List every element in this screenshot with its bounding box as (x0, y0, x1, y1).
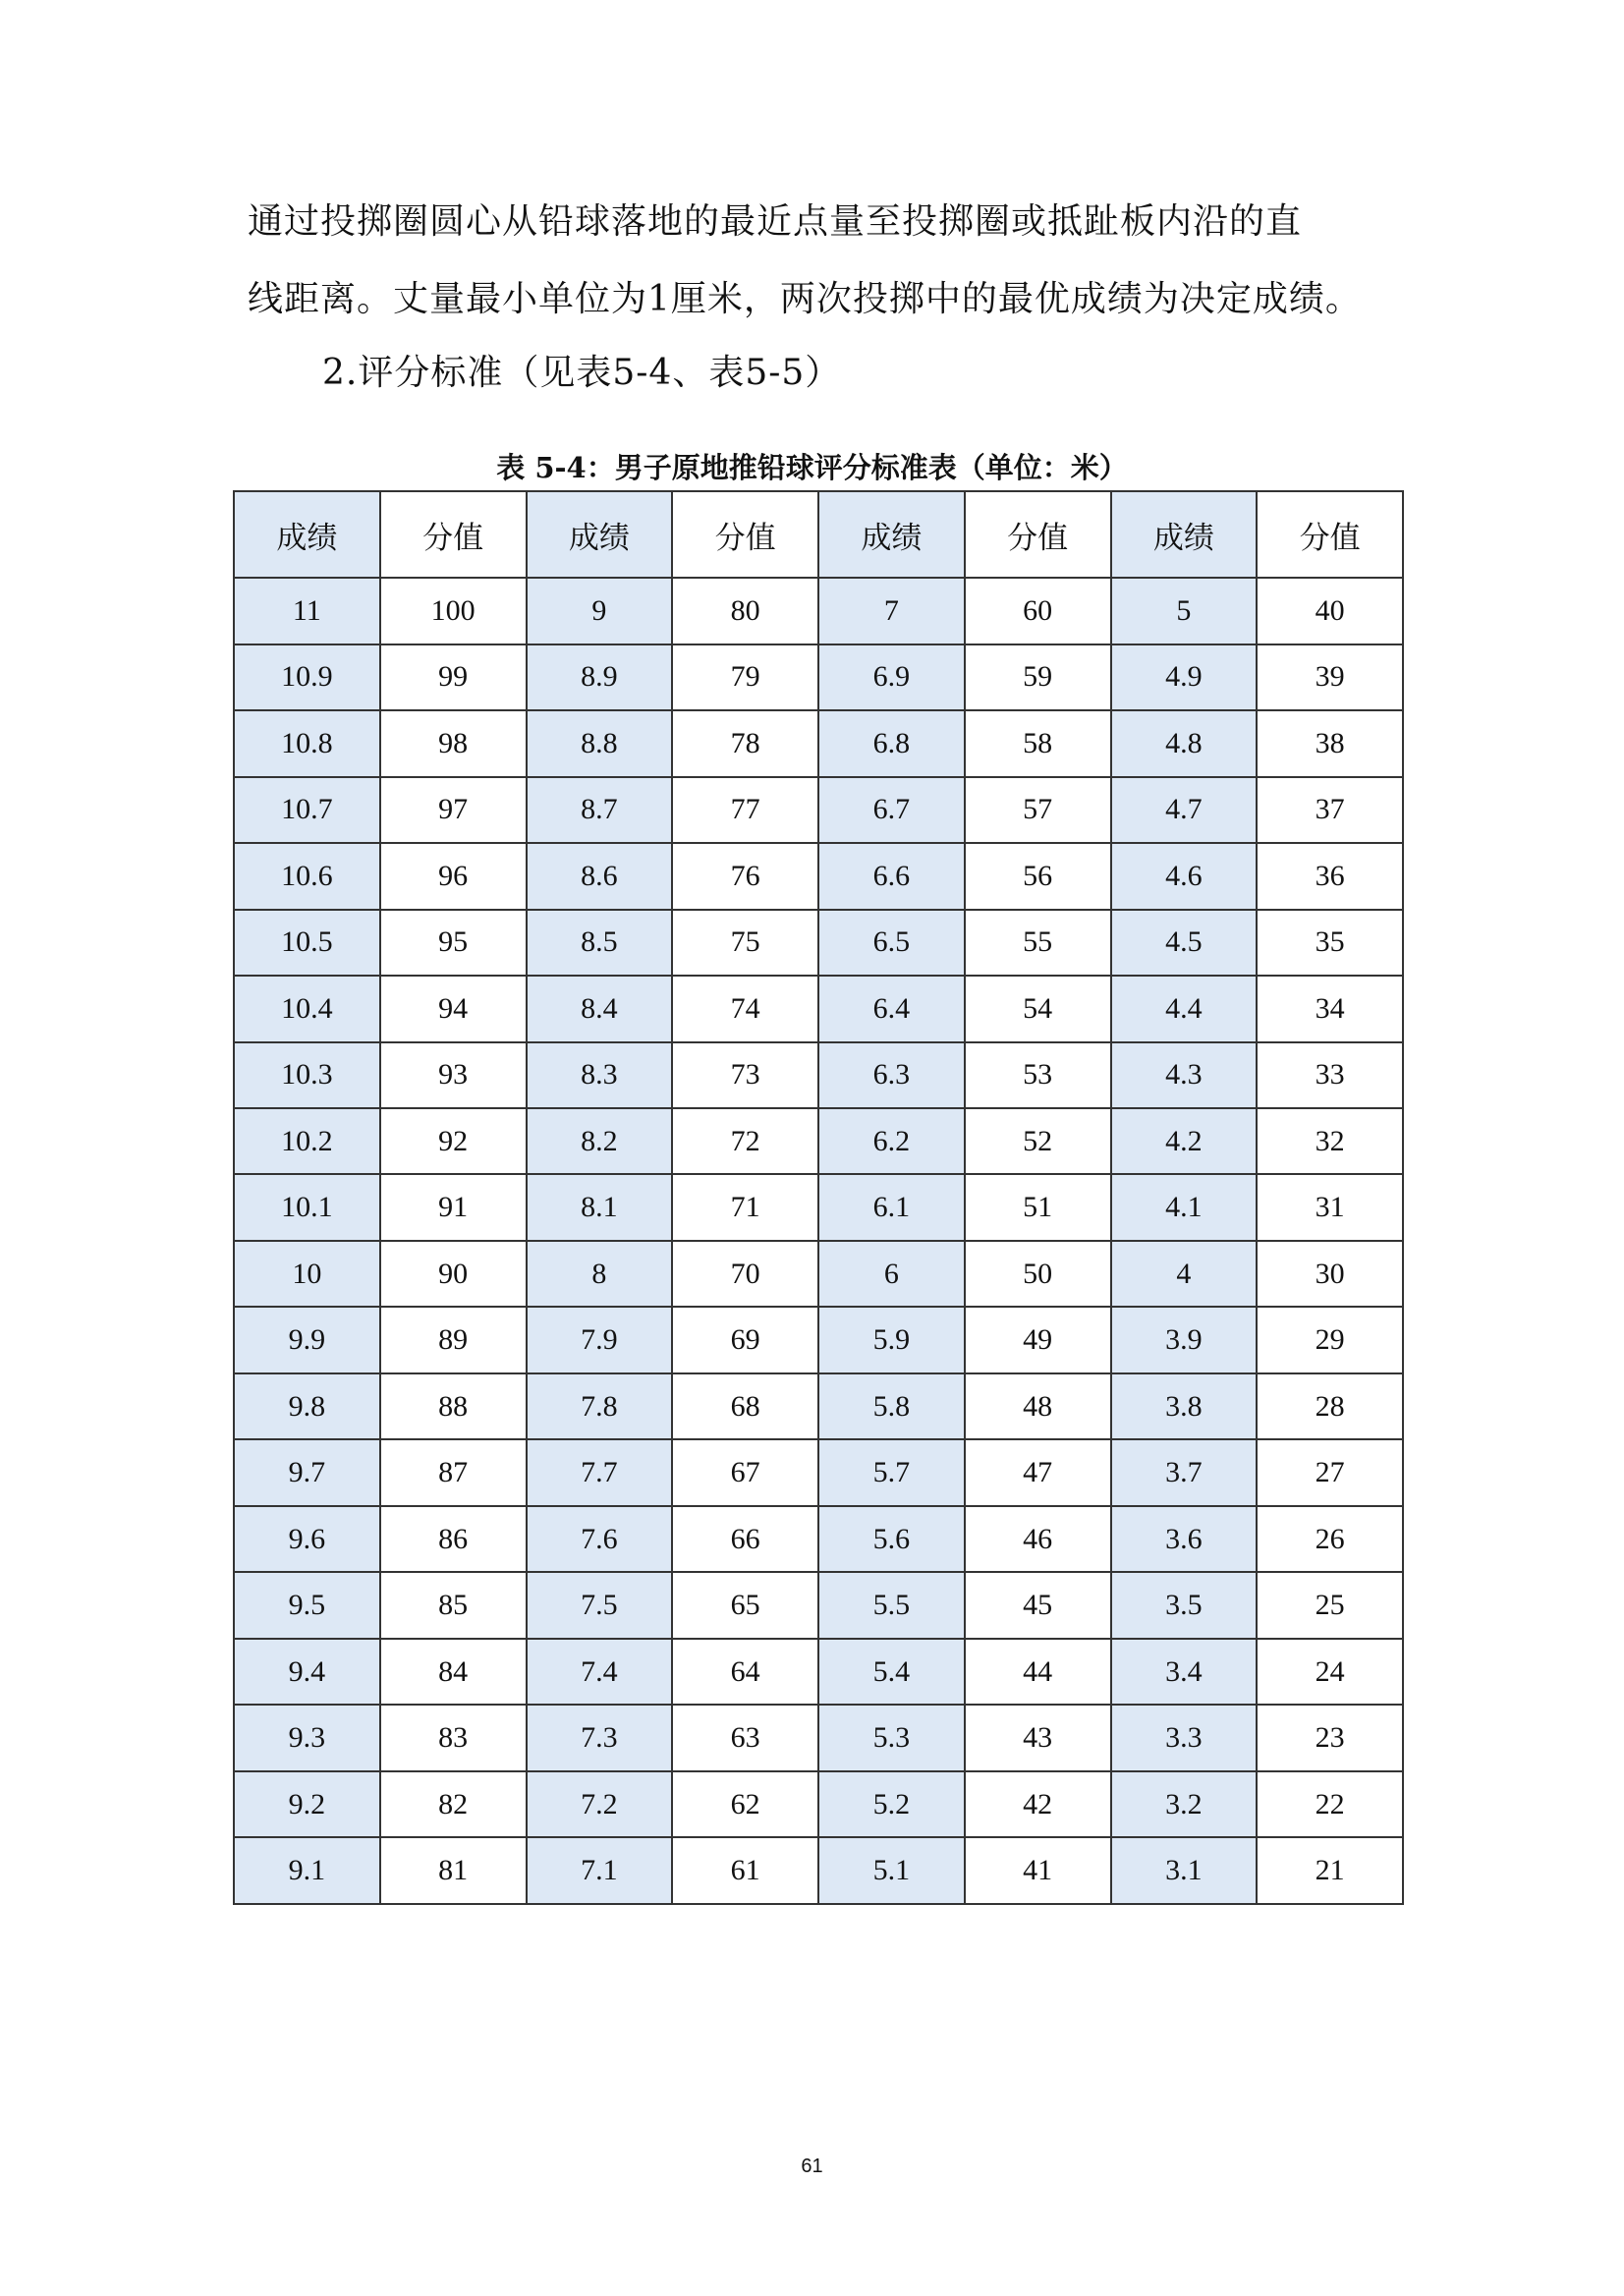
score-cell: 83 (380, 1705, 527, 1770)
result-cell: 6 (818, 1241, 965, 1307)
score-cell: 70 (672, 1241, 818, 1307)
header-cell: 分值 (380, 491, 527, 578)
result-cell: 5.4 (818, 1639, 965, 1705)
result-cell: 9.7 (234, 1439, 380, 1505)
result-cell: 5.3 (818, 1705, 965, 1770)
table-header-row (234, 491, 1403, 578)
score-cell: 46 (965, 1506, 1111, 1572)
result-cell: 3.3 (1111, 1705, 1258, 1770)
result-cell: 6.8 (818, 710, 965, 776)
result-cell: 7.3 (527, 1705, 673, 1770)
header-cell: 成绩 (234, 491, 380, 578)
table-row (234, 1174, 1403, 1240)
score-cell: 62 (672, 1771, 818, 1837)
score-cell: 60 (965, 578, 1111, 644)
result-cell: 4.3 (1111, 1042, 1258, 1108)
score-cell: 32 (1257, 1108, 1403, 1174)
score-cell: 44 (965, 1639, 1111, 1705)
score-cell: 48 (965, 1373, 1111, 1439)
result-cell: 6.3 (818, 1042, 965, 1108)
result-cell: 7.9 (527, 1307, 673, 1372)
result-cell: 4.2 (1111, 1108, 1258, 1174)
result-cell: 8.5 (527, 910, 673, 976)
score-cell: 50 (965, 1241, 1111, 1307)
score-cell: 27 (1257, 1439, 1403, 1505)
table-row (234, 1506, 1403, 1572)
score-cell: 84 (380, 1639, 527, 1705)
score-cell: 33 (1257, 1042, 1403, 1108)
score-cell: 76 (672, 843, 818, 909)
result-cell: 3.6 (1111, 1506, 1258, 1572)
result-cell: 7.7 (527, 1439, 673, 1505)
result-cell: 9.2 (234, 1771, 380, 1837)
body-paragraph-line-2: 线距离。丈量最小单位为1厘米，两次投掷中的最优成绩为决定成绩。 (248, 279, 1362, 319)
header-cell: 成绩 (527, 491, 673, 578)
score-cell: 35 (1257, 910, 1403, 976)
score-cell: 24 (1257, 1639, 1403, 1705)
result-cell: 6.7 (818, 777, 965, 843)
score-cell: 66 (672, 1506, 818, 1572)
score-cell: 40 (1257, 578, 1403, 644)
header-cell: 成绩 (818, 491, 965, 578)
header-cell: 分值 (672, 491, 818, 578)
score-cell: 22 (1257, 1771, 1403, 1837)
score-cell: 89 (380, 1307, 527, 1372)
result-cell: 8.4 (527, 976, 673, 1041)
table-row (234, 1373, 1403, 1439)
score-cell: 58 (965, 710, 1111, 776)
scoring-standard-heading: 2.评分标准（见表5-4、表5-5） (322, 353, 842, 393)
result-cell: 7.4 (527, 1639, 673, 1705)
score-cell: 99 (380, 644, 527, 710)
result-cell: 3.8 (1111, 1373, 1258, 1439)
table-row (234, 1042, 1403, 1108)
score-cell: 91 (380, 1174, 527, 1240)
score-cell: 29 (1257, 1307, 1403, 1372)
score-cell: 65 (672, 1572, 818, 1638)
result-cell: 9.4 (234, 1639, 380, 1705)
table-row (234, 578, 1403, 644)
score-cell: 39 (1257, 644, 1403, 710)
score-cell: 87 (380, 1439, 527, 1505)
result-cell: 6.6 (818, 843, 965, 909)
header-cell: 分值 (1257, 491, 1403, 578)
score-cell: 54 (965, 976, 1111, 1041)
result-cell: 7.5 (527, 1572, 673, 1638)
body-paragraph-line-1: 通过投掷圈圆心从铅球落地的最近点量至投掷圈或抵趾板内沿的直 (248, 201, 1303, 242)
result-cell: 5 (1111, 578, 1258, 644)
result-cell: 8.2 (527, 1108, 673, 1174)
score-cell: 92 (380, 1108, 527, 1174)
result-cell: 9.3 (234, 1705, 380, 1770)
result-cell: 3.2 (1111, 1771, 1258, 1837)
score-cell: 49 (965, 1307, 1111, 1372)
result-cell: 10.9 (234, 644, 380, 710)
result-cell: 4.9 (1111, 644, 1258, 710)
result-cell: 4.5 (1111, 910, 1258, 976)
result-cell: 3.4 (1111, 1639, 1258, 1705)
result-cell: 9.8 (234, 1373, 380, 1439)
result-cell: 10 (234, 1241, 380, 1307)
score-cell: 68 (672, 1373, 818, 1439)
result-cell: 3.1 (1111, 1837, 1258, 1904)
result-cell: 9.1 (234, 1837, 380, 1904)
result-cell: 3.5 (1111, 1572, 1258, 1638)
score-cell: 77 (672, 777, 818, 843)
table-row (234, 843, 1403, 909)
table-row (234, 1771, 1403, 1837)
score-cell: 37 (1257, 777, 1403, 843)
score-cell: 88 (380, 1373, 527, 1439)
table-row (234, 1837, 1403, 1904)
result-cell: 9.9 (234, 1307, 380, 1372)
result-cell: 5.9 (818, 1307, 965, 1372)
score-cell: 56 (965, 843, 1111, 909)
result-cell: 8.6 (527, 843, 673, 909)
result-cell: 10.3 (234, 1042, 380, 1108)
score-cell: 67 (672, 1439, 818, 1505)
table-row (234, 976, 1403, 1041)
score-cell: 45 (965, 1572, 1111, 1638)
score-cell: 31 (1257, 1174, 1403, 1240)
result-cell: 5.6 (818, 1506, 965, 1572)
score-cell: 57 (965, 777, 1111, 843)
score-cell: 78 (672, 710, 818, 776)
result-cell: 10.2 (234, 1108, 380, 1174)
score-cell: 36 (1257, 843, 1403, 909)
result-cell: 3.7 (1111, 1439, 1258, 1505)
result-cell: 4.6 (1111, 843, 1258, 909)
header-cell: 分值 (965, 491, 1111, 578)
result-cell: 4.8 (1111, 710, 1258, 776)
score-cell: 71 (672, 1174, 818, 1240)
score-cell: 26 (1257, 1506, 1403, 1572)
score-cell: 47 (965, 1439, 1111, 1505)
score-cell: 23 (1257, 1705, 1403, 1770)
score-cell: 41 (965, 1837, 1111, 1904)
table-row (234, 777, 1403, 843)
result-cell: 10.1 (234, 1174, 380, 1240)
score-cell: 64 (672, 1639, 818, 1705)
page-number: 61 (801, 2156, 823, 2177)
score-cell: 74 (672, 976, 818, 1041)
result-cell: 10.7 (234, 777, 380, 843)
score-cell: 34 (1257, 976, 1403, 1041)
score-cell: 38 (1257, 710, 1403, 776)
table-row (234, 710, 1403, 776)
result-cell: 5.7 (818, 1439, 965, 1505)
result-cell: 9.6 (234, 1506, 380, 1572)
result-cell: 10.5 (234, 910, 380, 976)
result-cell: 8.1 (527, 1174, 673, 1240)
score-cell: 79 (672, 644, 818, 710)
table-caption: 表 5-4：男子原地推铅球评分标准表（单位：米） (496, 451, 1128, 484)
score-cell: 97 (380, 777, 527, 843)
score-cell: 51 (965, 1174, 1111, 1240)
result-cell: 5.2 (818, 1771, 965, 1837)
result-cell: 7.2 (527, 1771, 673, 1837)
score-cell: 43 (965, 1705, 1111, 1770)
result-cell: 7 (818, 578, 965, 644)
score-cell: 81 (380, 1837, 527, 1904)
result-cell: 4 (1111, 1241, 1258, 1307)
table-row (234, 1108, 1403, 1174)
score-cell: 95 (380, 910, 527, 976)
result-cell: 8.7 (527, 777, 673, 843)
result-cell: 8.8 (527, 710, 673, 776)
result-cell: 3.9 (1111, 1307, 1258, 1372)
result-cell: 6.4 (818, 976, 965, 1041)
score-cell: 59 (965, 644, 1111, 710)
result-cell: 10.8 (234, 710, 380, 776)
result-cell: 6.1 (818, 1174, 965, 1240)
shot-put-scoring-table (233, 490, 1404, 1905)
score-cell: 42 (965, 1771, 1111, 1837)
result-cell: 5.5 (818, 1572, 965, 1638)
score-cell: 72 (672, 1108, 818, 1174)
score-cell: 61 (672, 1837, 818, 1904)
table-row (234, 644, 1403, 710)
table-row (234, 1639, 1403, 1705)
score-cell: 63 (672, 1705, 818, 1770)
score-cell: 98 (380, 710, 527, 776)
table-row (234, 1439, 1403, 1505)
table-row (234, 910, 1403, 976)
score-cell: 90 (380, 1241, 527, 1307)
result-cell: 11 (234, 578, 380, 644)
score-cell: 25 (1257, 1572, 1403, 1638)
result-cell: 6.5 (818, 910, 965, 976)
table-row (234, 1307, 1403, 1372)
score-cell: 73 (672, 1042, 818, 1108)
result-cell: 7.1 (527, 1837, 673, 1904)
score-cell: 82 (380, 1771, 527, 1837)
result-cell: 8.3 (527, 1042, 673, 1108)
result-cell: 10.4 (234, 976, 380, 1041)
result-cell: 4.1 (1111, 1174, 1258, 1240)
score-cell: 94 (380, 976, 527, 1041)
result-cell: 5.8 (818, 1373, 965, 1439)
score-cell: 80 (672, 578, 818, 644)
result-cell: 8 (527, 1241, 673, 1307)
table-row (234, 1705, 1403, 1770)
result-cell: 6.2 (818, 1108, 965, 1174)
result-cell: 8.9 (527, 644, 673, 710)
score-cell: 53 (965, 1042, 1111, 1108)
result-cell: 9.5 (234, 1572, 380, 1638)
result-cell: 6.9 (818, 644, 965, 710)
result-cell: 9 (527, 578, 673, 644)
result-cell: 7.6 (527, 1506, 673, 1572)
score-cell: 55 (965, 910, 1111, 976)
score-cell: 21 (1257, 1837, 1403, 1904)
score-cell: 100 (380, 578, 527, 644)
result-cell: 5.1 (818, 1837, 965, 1904)
score-cell: 28 (1257, 1373, 1403, 1439)
result-cell: 4.7 (1111, 777, 1258, 843)
table-row (234, 1572, 1403, 1638)
result-cell: 10.6 (234, 843, 380, 909)
score-cell: 52 (965, 1108, 1111, 1174)
header-cell: 成绩 (1111, 491, 1258, 578)
score-cell: 86 (380, 1506, 527, 1572)
score-cell: 96 (380, 843, 527, 909)
table-row (234, 1241, 1403, 1307)
score-cell: 75 (672, 910, 818, 976)
score-cell: 69 (672, 1307, 818, 1372)
score-cell: 85 (380, 1572, 527, 1638)
score-cell: 30 (1257, 1241, 1403, 1307)
result-cell: 7.8 (527, 1373, 673, 1439)
score-cell: 93 (380, 1042, 527, 1108)
result-cell: 4.4 (1111, 976, 1258, 1041)
